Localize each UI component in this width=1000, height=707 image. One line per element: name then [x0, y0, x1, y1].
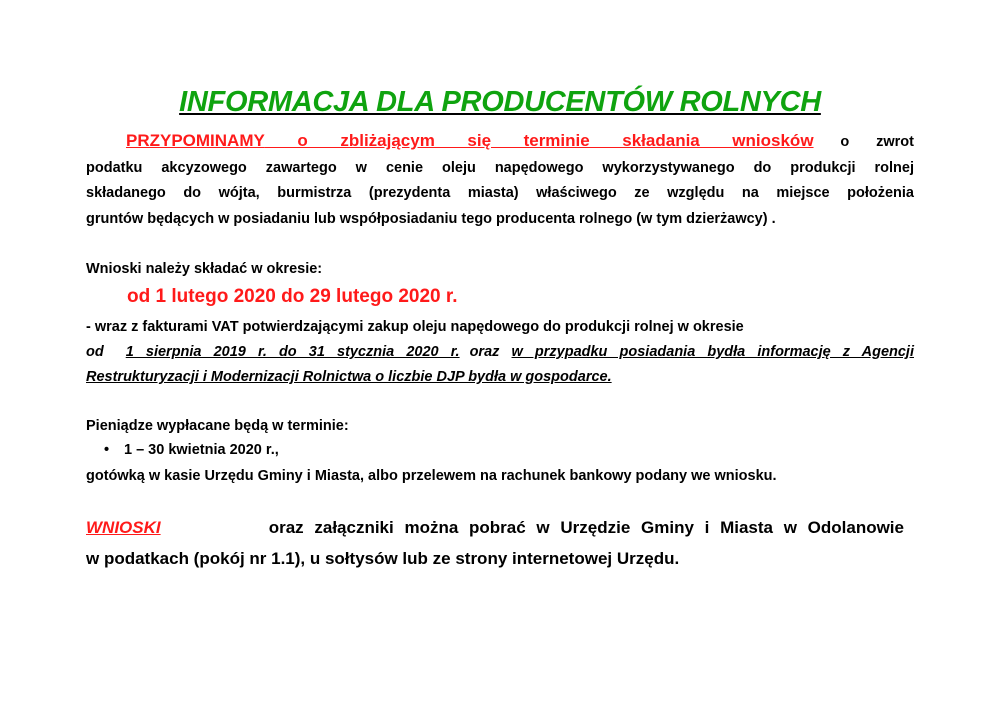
payment-dates: 1 – 30 kwietnia 2020 r., [124, 442, 279, 458]
invoices-from: od [86, 344, 104, 360]
reminder-line-4: gruntów będących w posiadaniu lub współposiadaniu tego producenta rolnego (w tym dzierżawcy) . [86, 211, 776, 227]
payment-bullet-item [104, 442, 279, 458]
title-text: INFORMACJA DLA PRODUCENTÓW ROLNYCH [179, 86, 821, 118]
reminder-tail: o zwrot [813, 134, 914, 150]
forms-rest: oraz załączniki można pobrać w Urzędzie Gminy i Miasta w Odolanowie [268, 518, 904, 537]
invoices-and: oraz [469, 344, 500, 360]
reminder-line-1 [86, 131, 914, 151]
bullet-icon: • [104, 442, 110, 458]
reminder-line-2: podatku akcyzowego zawartego w cenie oleju napędowego wykorzystywanego do produkcji rolnej [86, 160, 914, 176]
forms-keyword: WNIOSKI [86, 518, 161, 537]
payment-method: gotówką w kasie Urzędu Gminy i Miasta, albo przelewem na rachunek bankowy podany we wniosku. [86, 468, 777, 484]
invoices-line-3: Restrukturyzacji i Modernizacji Rolnictwa o liczbie DJP bydła w gospodarce. [86, 369, 612, 385]
page-title [0, 86, 1000, 119]
invoices-line-1: - wraz z fakturami VAT potwierdzającymi zakup oleju napędowego do produkcji rolnej w okresie [86, 319, 744, 335]
invoices-range: 1 sierpnia 2019 r. do 31 stycznia 2020 r. [125, 344, 460, 360]
invoices-cattle-1: w przypadku posiadania bydła informację z Agencji [511, 344, 914, 360]
period-dates: od 1 lutego 2020 do 29 lutego 2020 r. [127, 286, 458, 307]
payment-label: Pieniądze wypłacane będą w terminie: [86, 418, 349, 434]
invoices-line-2 [86, 344, 914, 360]
period-label: Wnioski należy składać w okresie: [86, 261, 323, 277]
forms-line-1 [86, 518, 904, 538]
reminder-line-3: składanego do wójta, burmistrza (prezydenta miasta) właściwego ze względu na miejsce położenia [86, 185, 914, 201]
forms-line-2: w podatkach (pokój nr 1.1), u sołtysów lub ze strony internetowej Urzędu. [86, 549, 680, 568]
reminder-lead: PRZYPOMINAMY [126, 131, 265, 150]
reminder-lead-rest: o zbliżającym się terminie składania wniosków [264, 131, 814, 150]
